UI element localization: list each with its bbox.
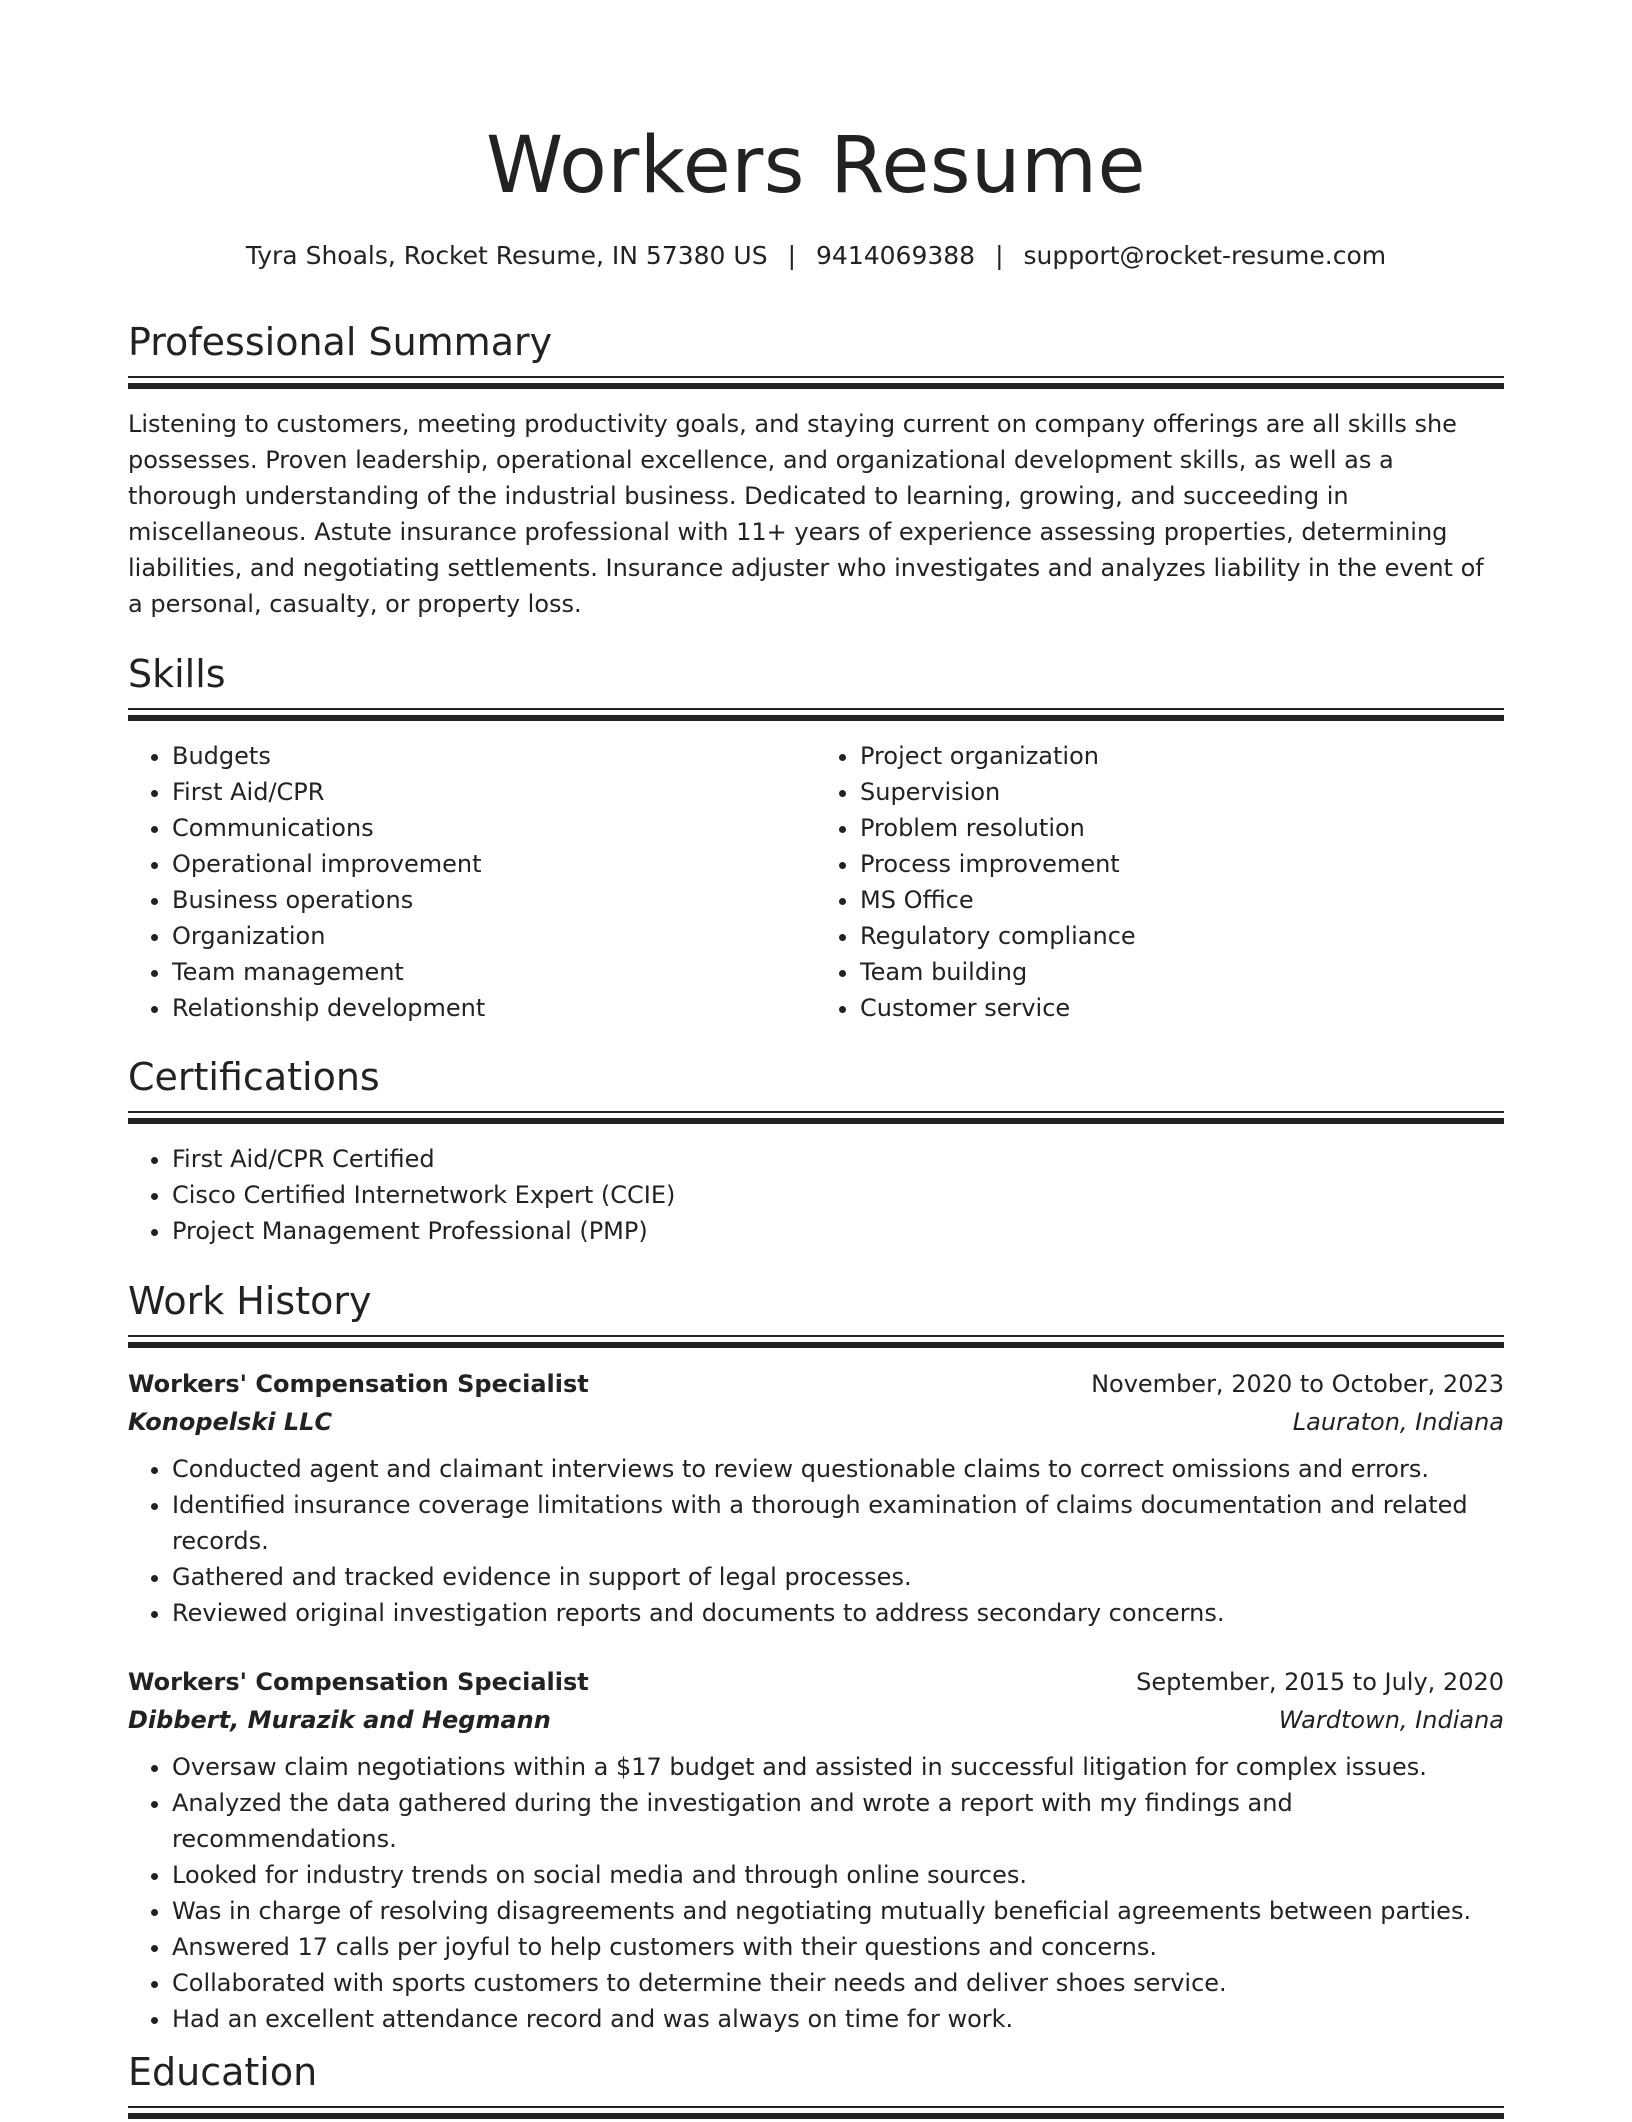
contact-address: Tyra Shoals, Rocket Resume, IN 57380 US (245, 241, 768, 270)
job-company: Konopelski LLC (128, 1408, 333, 1436)
skills-section (128, 650, 1504, 1026)
skills-list-left (128, 738, 816, 1026)
education-heading: Education (128, 2050, 318, 2094)
job-bullet: • Conducted agent and claimant interviews to review questionable claims to correct omissions and errors. (172, 1451, 1504, 1487)
education-section (128, 2048, 1504, 2122)
section-divider (128, 1335, 1504, 1351)
contact-phone: 9414069388 (816, 241, 976, 270)
skill-item: • Team building (860, 954, 1504, 990)
skills-list-right (816, 738, 1504, 1026)
job-title: Workers' Compensation Specialist (128, 1668, 589, 1696)
skill-item: • Organization (172, 918, 816, 954)
skill-item: • First Aid/CPR (172, 774, 816, 810)
job-entry (128, 1365, 1504, 1631)
skill-item: • Process improvement (860, 846, 1504, 882)
skill-item: • Team management (172, 954, 816, 990)
skill-item: • Relationship development (172, 990, 816, 1026)
work-history-heading: Work History (128, 1279, 372, 1323)
skill-item: • Problem resolution (860, 810, 1504, 846)
section-divider (128, 376, 1504, 392)
job-bullets (128, 1749, 1504, 2037)
certification-item: • Project Management Professional (PMP) (172, 1213, 1504, 1249)
contact-separator: | (787, 241, 797, 270)
certifications-list (128, 1141, 1504, 1249)
section-divider (128, 708, 1504, 724)
summary-heading: Professional Summary (128, 320, 553, 364)
skill-item: • Business operations (172, 882, 816, 918)
skill-item: • Supervision (860, 774, 1504, 810)
contact-line (128, 238, 1504, 274)
job-bullet: • Oversaw claim negotiations within a $17 budget and assisted in successful litigation for complex issues. (172, 1749, 1504, 1785)
section-divider (128, 1111, 1504, 1127)
job-header (128, 1663, 1504, 1701)
job-dates: November, 2020 to October, 2023 (1091, 1370, 1504, 1398)
certifications-heading: Certifications (128, 1055, 380, 1099)
job-bullets (128, 1451, 1504, 1631)
job-bullet: • Reviewed original investigation reports and documents to address secondary concerns. (172, 1595, 1504, 1631)
skill-item: • Regulatory compliance (860, 918, 1504, 954)
certification-item: • Cisco Certified Internetwork Expert (CCIE) (172, 1177, 1504, 1213)
job-bullet: • Had an excellent attendance record and was always on time for work. (172, 2001, 1504, 2037)
certification-item: • First Aid/CPR Certified (172, 1141, 1504, 1177)
job-location: Wardtown, Indiana (1278, 1706, 1504, 1734)
job-dates: September, 2015 to July, 2020 (1136, 1668, 1504, 1696)
job-entry (128, 1663, 1504, 2037)
job-company: Dibbert, Murazik and Hegmann (128, 1706, 551, 1734)
job-subheader (128, 1701, 1504, 1739)
skill-item: • Communications (172, 810, 816, 846)
job-bullet: • Gathered and tracked evidence in support of legal processes. (172, 1559, 1504, 1595)
job-header (128, 1365, 1504, 1403)
skills-columns (128, 738, 1504, 1026)
job-bullet: • Answered 17 calls per joyful to help customers with their questions and concerns. (172, 1929, 1504, 1965)
summary-text: Listening to customers, meeting productivity goals, and staying current on company offerings are all skills she possesses. Proven leadership, operational excellence, and organizational development skills, as well as a thorough understanding of the industrial business. Dedicated to learning, growing, and succeeding in miscellaneous. Astute insurance professional with 11+ years of experience assessing properties, determining liabilities, and negotiating settlements. Insurance adjuster who investigates and analyzes liability in the event of a personal, casualty, or property loss. (128, 410, 1484, 618)
job-bullet: • Looked for industry trends on social media and through online sources. (172, 1857, 1504, 1893)
job-location: Lauraton, Indiana (1292, 1408, 1504, 1436)
job-bullet: • Analyzed the data gathered during the investigation and wrote a report with my findings and recommendations. (172, 1785, 1504, 1857)
work-history-section (128, 1277, 1504, 2037)
section-divider (128, 2106, 1504, 2122)
contact-separator: | (995, 241, 1004, 270)
summary-section (128, 318, 1504, 622)
job-bullet: • Was in charge of resolving disagreements and negotiating mutually beneficial agreements between parties. (172, 1893, 1504, 1929)
skill-item: • Operational improvement (172, 846, 816, 882)
skills-heading: Skills (128, 652, 226, 696)
job-subheader (128, 1403, 1504, 1441)
job-bullet: • Collaborated with sports customers to determine their needs and deliver shoes service. (172, 1965, 1504, 2001)
skill-item: • Budgets (172, 738, 816, 774)
skill-item: • MS Office (860, 882, 1504, 918)
skill-item: • Project organization (860, 738, 1504, 774)
job-title: Workers' Compensation Specialist (128, 1370, 589, 1398)
skill-item: • Customer service (860, 990, 1504, 1026)
certifications-section (128, 1053, 1504, 1249)
contact-email: support@rocket-resume.com (1023, 241, 1387, 270)
job-bullet: • Identified insurance coverage limitations with a thorough examination of claims documentation and related records. (172, 1487, 1504, 1559)
resume-title: Workers Resume (486, 121, 1146, 211)
